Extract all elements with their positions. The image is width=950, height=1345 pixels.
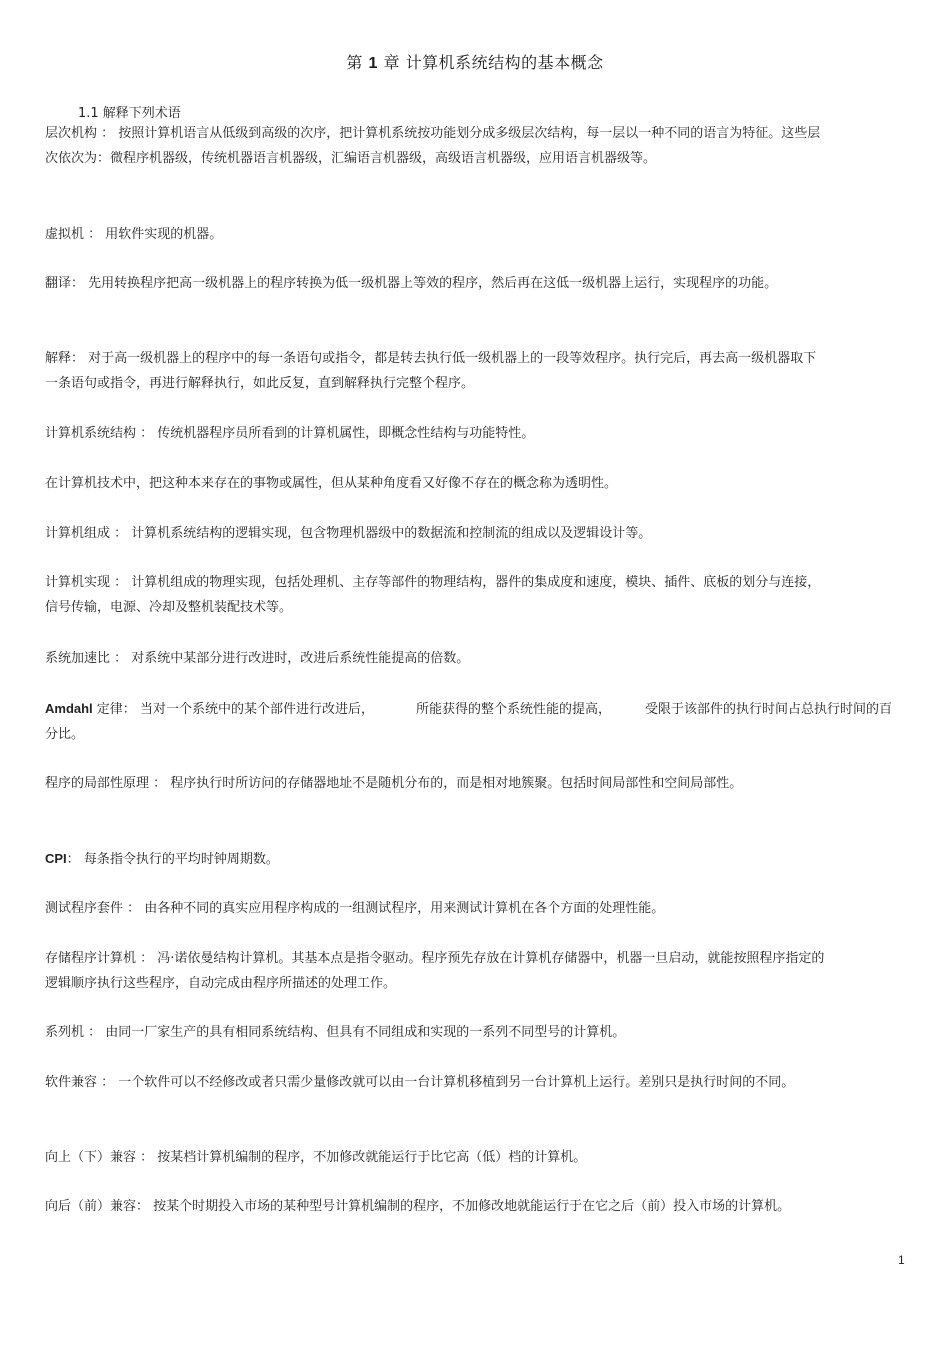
term-definition: 程序执行时所访问的存储器地址不是随机分布的，而是相对地簇聚。包括时间局部性和空间局部性。 (170, 776, 743, 791)
term-label: 翻译： (45, 276, 85, 291)
term-definition: 在计算机技术中，把这种本来存在的事物或属性，但从某种角度看又好像不存在的概念称为透明性。 (45, 476, 618, 491)
term-definition: 一个软件可以不经修改或者只需少量修改就可以由一台计算机移植到另一台计算机上运行。差别只是执行时间的不同。 (118, 1075, 795, 1090)
term-definition: 传统机器程序员所看到的计算机属性，即概念性结构与功能特性。 (157, 426, 535, 441)
term-label: ： (66, 852, 80, 867)
entry-backward-compatibility (45, 1194, 825, 1219)
term-label: 向上（下）兼容 ： (45, 1150, 154, 1165)
term-label: 计算机系统结构 ： (45, 426, 154, 441)
entry-stored-program-computer (45, 946, 825, 996)
entry-amdahl-law (45, 696, 895, 747)
term-label: 层次机构 ： (45, 126, 115, 141)
term-definition: 按某档计算机编制的程序，不加修改就能运行于比它高（低）档的计算机。 (157, 1150, 587, 1165)
section-heading: 1.1 解释下列术语 (78, 106, 181, 121)
term-label: 系列机 ： (45, 1025, 102, 1040)
term-label: 测试程序套件 ： (45, 901, 141, 916)
term-definition: 计算机系统结构的逻辑实现，包含物理机器级中的数据流和控制流的组成以及逻辑设计等。 (131, 526, 652, 541)
entry-interpretation (45, 346, 825, 396)
entry-software-compatibility (45, 1070, 825, 1095)
entry-locality-principle (45, 771, 825, 796)
term-label: 虚拟机 ： (45, 227, 102, 242)
chapter-title-prefix: 第 (346, 53, 363, 72)
entry-upward-compatibility (45, 1145, 825, 1170)
term-definition: 由各种不同的真实应用程序构成的一组测试程序，用来测试计算机在各个方面的处理性能。 (144, 901, 665, 916)
term-definition: 计算机组成的物理实现，包括处理机、主存等部件的物理结构，器件的集成度和速度，模块、插件、底板的划分与连接，信号传输，电源、冷却及整机装配技术等。 (45, 575, 821, 615)
entry-speedup (45, 646, 825, 671)
term-definition-part3: 受限于该部件的执行时间占总执行时间的百分比。 (45, 702, 892, 742)
term-label: 存储程序计算机 ： (45, 951, 154, 966)
term-label: 软件兼容 ： (45, 1075, 115, 1090)
term-definition: 对系统中某部分进行改进时，改进后系统性能提高的倍数。 (131, 651, 470, 666)
term-definition: 按照计算机语言从低级到高级的次序，把计算机系统按功能划分成多级层次结构，每一层以一种不同的语言为特征。这些层次依次为：微程序机器级，传统机器语言机器级，汇编语言机器级，高级语言机器级，应用语言机器级等。 (45, 126, 821, 166)
entry-computer-organization (45, 521, 825, 546)
term-label: 向后（前）兼容： (45, 1199, 150, 1214)
entry-transparency (45, 471, 825, 496)
term-label-en: Amdahl (45, 701, 93, 716)
term-label: 计算机组成 ： (45, 526, 128, 541)
term-definition: 按某个时期投入市场的某种型号计算机编制的程序，不加修改地就能运行于在它之后（前）投入市场的计算机。 (153, 1199, 791, 1214)
entry-computer-implementation (45, 570, 825, 620)
term-definition: 冯·诺依曼结构计算机。其基本点是指令驱动。程序预先存放在计算机存储器中，机器一旦启动，就能按照程序指定的逻辑顺序执行这些程序，自动完成由程序所描述的处理工作。 (45, 951, 825, 991)
term-definition-part1: 当对一个系统中的某个部件进行改进后， (139, 702, 374, 717)
term-label: 解释： (45, 351, 85, 366)
entry-computer-family (45, 1020, 825, 1045)
entry-hierarchy (45, 121, 825, 171)
entry-cpi (45, 846, 825, 872)
term-definition-part2: 所能获得的整个系统性能的提高， (415, 702, 611, 717)
entry-virtual-machine (45, 222, 825, 247)
term-definition: 由同一厂家生产的具有相同系统结构、但具有不同组成和实现的一系列不同型号的计算机。 (105, 1025, 626, 1040)
term-label: 计算机实现 ： (45, 575, 128, 590)
term-label: 程序的局部性原理 ： (45, 776, 167, 791)
entry-translation (45, 271, 825, 296)
chapter-number: 1 (368, 55, 378, 72)
entry-computer-architecture (45, 421, 825, 446)
page-number: 1 (898, 1253, 905, 1267)
term-definition: 对于高一级机器上的程序中的每一条语句或指令，都是转去执行低一级机器上的一段等效程序。执行完后，再去高一级机器取下一条语句或指令，再进行解释执行，如此反复，直到解释执行完整个程序。 (45, 351, 817, 391)
term-definition: 用软件实现的机器。 (105, 227, 223, 242)
term-label: 定律： (92, 702, 136, 717)
chapter-title-text: 章 计算机系统结构的基本概念 (383, 53, 604, 72)
term-definition: 每条指令执行的平均时钟周期数。 (83, 852, 279, 867)
chapter-title (0, 50, 950, 73)
entry-benchmark-suite (45, 896, 825, 921)
term-label: 系统加速比 ： (45, 651, 128, 666)
term-label-en: CPI (45, 851, 67, 866)
term-definition: 先用转换程序把高一级机器上的程序转换为低一级机器上等效的程序，然后再在这低一级机器上运行，实现程序的功能。 (88, 276, 778, 291)
